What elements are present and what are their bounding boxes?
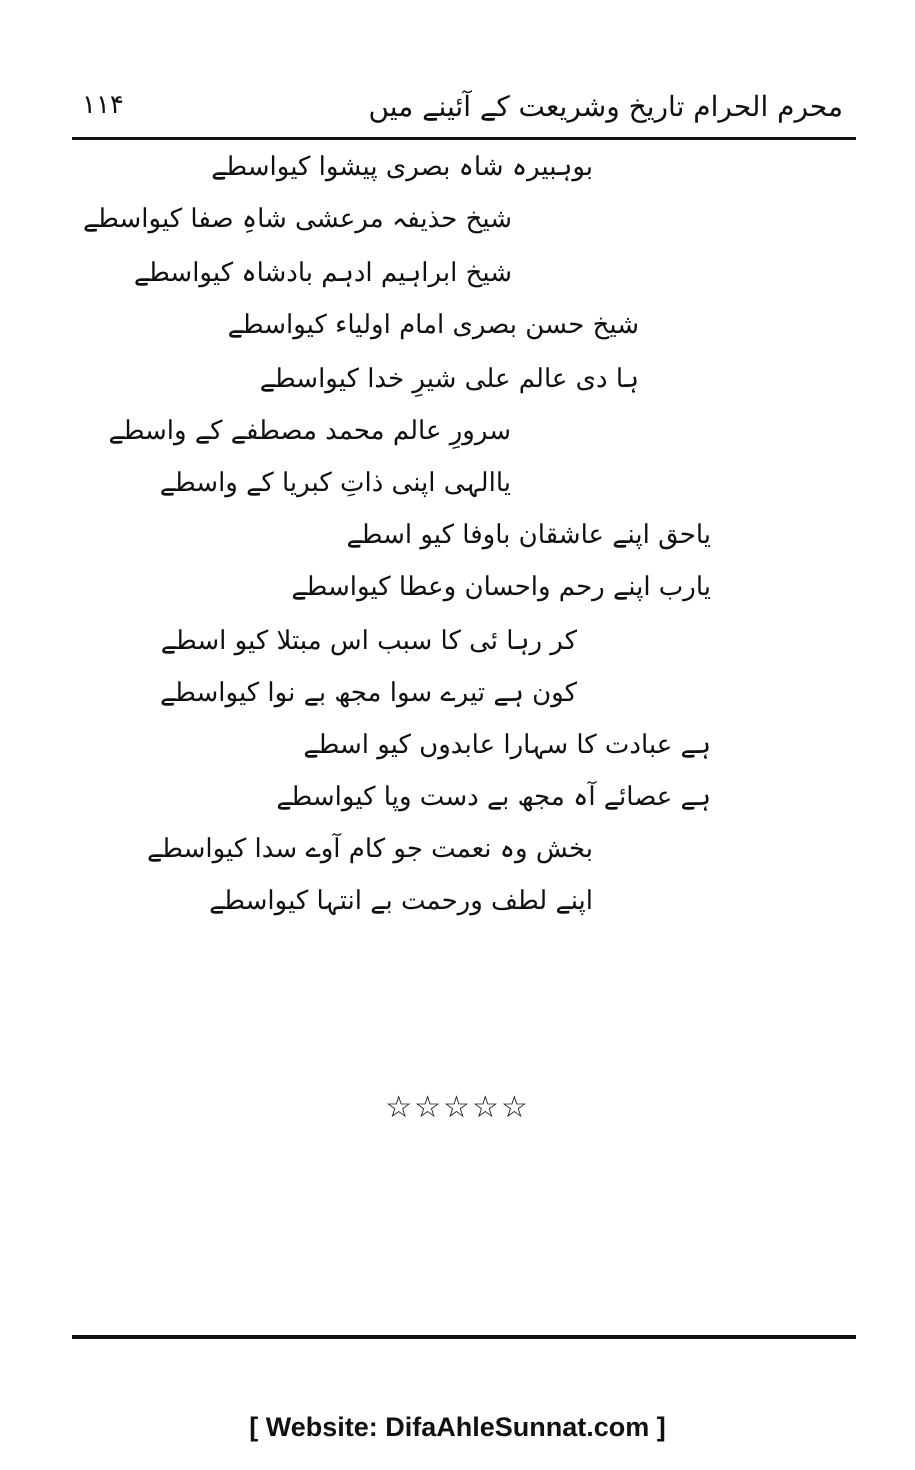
verse-line-9: یارب اپنے رحم واحسان وعطا کیواسطے <box>291 572 711 602</box>
star-ornament: ☆☆☆☆☆ <box>385 1090 530 1125</box>
verse-line-4: شیخ حسن بصری امام اولیاء کیواسطے <box>227 310 639 340</box>
running-header-title: محرم الحرام تاریخ وشریعت کے آئینے میں <box>368 90 843 123</box>
footer-divider <box>72 1335 856 1339</box>
website-footer: [ Website: DifaAhleSunnat.com ] <box>249 1412 666 1442</box>
verse-line-13: ہے عصائے آہ مجھ بے دست وپا کیواسطے <box>276 782 711 812</box>
verse-line-12: ہے عبادت کا سہارا عابدوں کیو اسطے <box>303 730 711 760</box>
verse-line-8: یاحق اپنے عاشقان باوفا کیو اسطے <box>346 520 711 550</box>
verse-line-15: اپنے لطف ورحمت بے انتہا کیواسطے <box>209 886 593 916</box>
verse-line-6: سرورِ عالم محمد مصطفے کے واسطے <box>108 416 511 446</box>
page-number: ۱۱۴ <box>82 90 124 120</box>
verse-line-5: ہا دی عالم علی شیرِ خدا کیواسطے <box>259 364 639 394</box>
verse-line-1: بوہبیرہ شاہ بصری پیشوا کیواسطے <box>211 152 593 182</box>
verse-line-10: کر رہا ئی کا سبب اس مبتلا کیو اسطے <box>160 626 577 656</box>
verse-line-11: کون ہے تیرے سوا مجھ بے نوا کیواسطے <box>159 678 577 708</box>
verse-line-3: شیخ ابراہیم ادہم بادشاہ کیواسطے <box>133 258 512 288</box>
header-divider <box>72 137 856 140</box>
verse-line-2: شیخ حذیفہ مرعشی شاہِ صفا کیواسطے <box>82 204 512 234</box>
verse-line-7: یاالہی اپنی ذاتِ کبریا کے واسطے <box>159 468 511 498</box>
verse-line-14: بخش وہ نعمت جو کام آوے سدا کیواسطے <box>147 834 593 864</box>
